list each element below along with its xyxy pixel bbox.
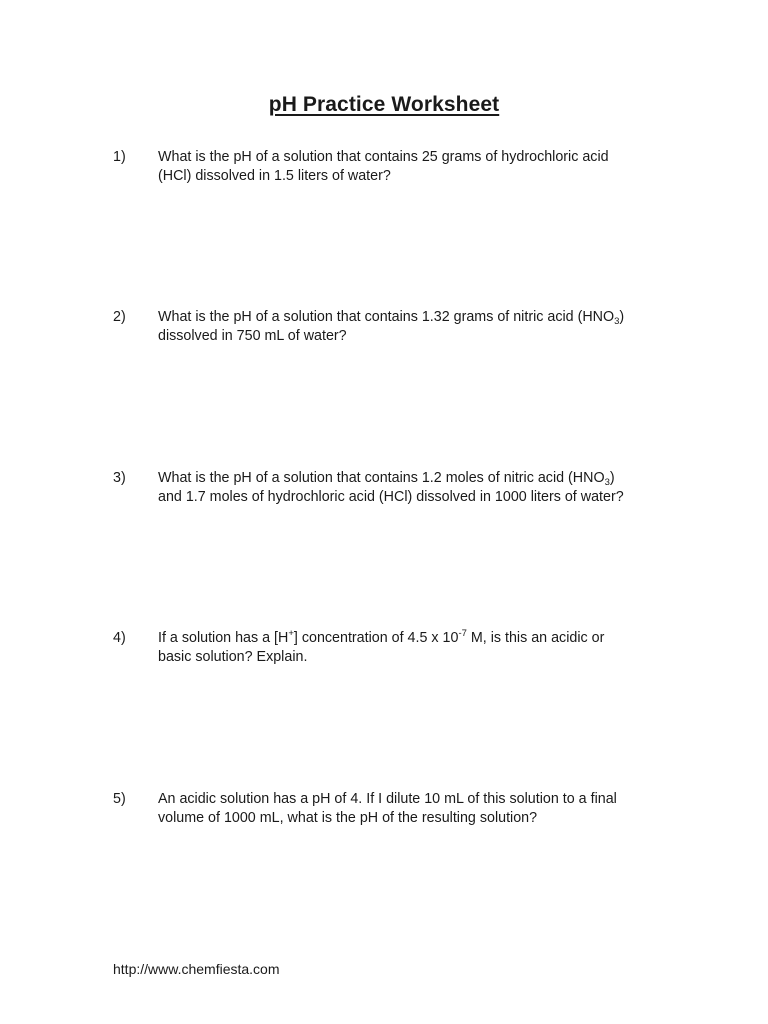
question-line: volume of 1000 mL, what is the pH of the resulting solution? [158,810,538,826]
page-title [0,93,768,117]
superscript: + [288,628,294,639]
question-line: basic solution? Explain. [158,649,308,665]
question-line [158,308,668,327]
question-text [158,469,668,507]
question-line [158,629,668,648]
subscript: 3 [614,316,620,327]
question-number: 1) [113,149,126,165]
question-number: 3) [113,470,126,486]
question-text [158,629,668,667]
question-line: and 1.7 moles of hydrochloric acid (HCl) dissolved in 1000 liters of water? [158,489,624,505]
question-line: An acidic solution has a pH of 4. If I dilute 10 mL of this solution to a final [158,791,617,807]
page-title-text: pH Practice Worksheet [268,93,500,116]
question-number: 5) [113,791,126,807]
superscript: -7 [458,628,467,639]
question-text-part: If a solution has a [H [158,630,289,646]
question-line: dissolved in 750 mL of water? [158,328,347,344]
question-number: 4) [113,630,126,646]
question-text-part: What is the pH of a solution that contains 1.2 moles of nitric acid (HNO [158,470,605,486]
question-line [158,469,668,488]
question-text-part: What is the pH of a solution that contains 1.32 grams of nitric acid (HNO [158,309,615,325]
question-text-part: ] concentration of 4.5 x 10 [293,630,459,646]
footer-url: http://www.chemfiesta.com [113,961,280,977]
question-text [158,790,668,828]
subscript: 3 [604,477,610,488]
question-line: (HCl) dissolved in 1.5 liters of water? [158,168,391,184]
question-line: What is the pH of a solution that contains 25 grams of hydrochloric acid [158,149,609,165]
question-text [158,308,668,346]
question-text-part: ) [619,309,625,325]
question-text-part: ) [609,470,615,486]
question-number: 2) [113,309,126,325]
question-text [158,148,668,186]
question-text-part: M, is this an acidic or [466,630,605,646]
